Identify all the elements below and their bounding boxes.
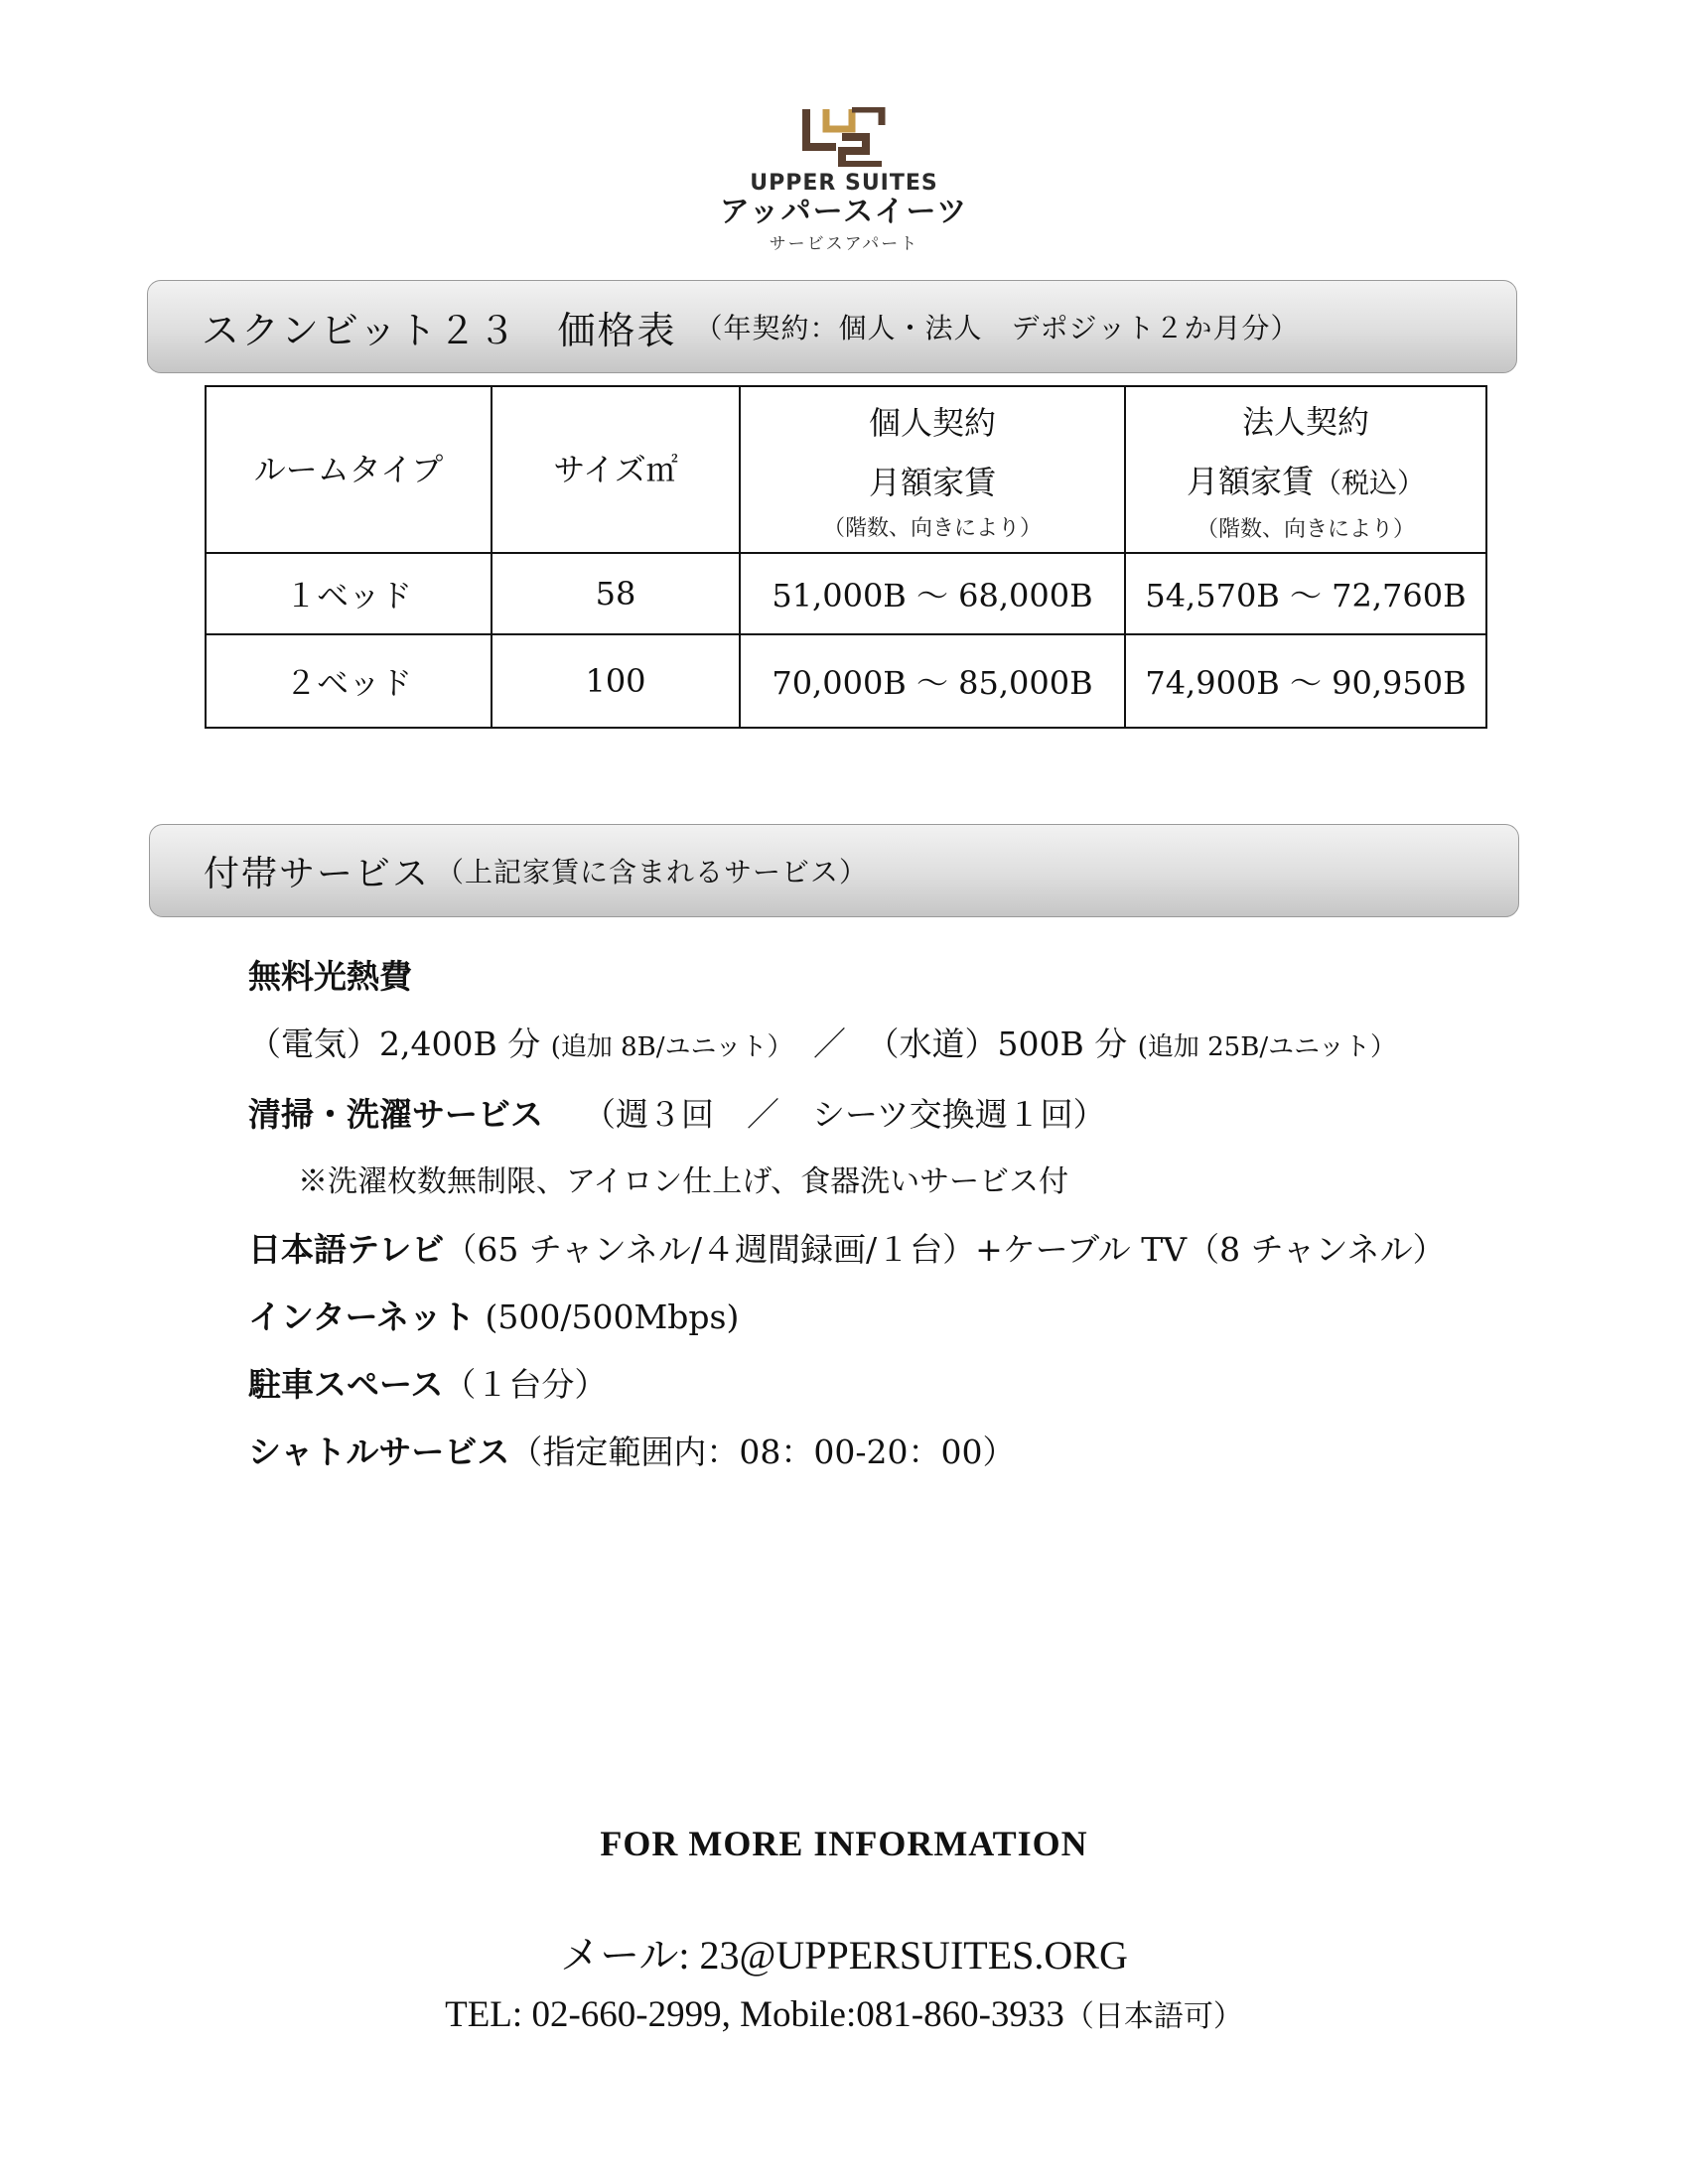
shuttle-title: シャトルサービス	[248, 1433, 510, 1471]
header-individual	[740, 386, 1125, 553]
table-row	[206, 553, 1486, 634]
parking-detail: （１台分）	[443, 1365, 608, 1404]
header-corporate-note: （階数、向きにより）	[1196, 517, 1415, 542]
logo-name-jp: アッパースイーツ	[719, 195, 969, 229]
internet-detail: (500/500Mbps)	[485, 1297, 740, 1336]
size-cell: 100	[492, 634, 740, 728]
internet-title: インターネット	[248, 1297, 476, 1336]
header-individual-line2: 月額家賃	[868, 464, 996, 501]
corporate-rent-cell: 54,570B ～ 72,760B	[1125, 553, 1486, 634]
tel-text: TEL: 02-660-2999, Mobile:081-860-3933	[445, 1994, 1064, 2035]
internet-service	[248, 1284, 1539, 1351]
logo-name-en: UPPER SUITES	[750, 171, 938, 196]
upper-suites-logo-icon	[802, 107, 886, 167]
shuttle-service	[248, 1419, 1539, 1486]
services-list	[248, 943, 1539, 1486]
parking-service	[248, 1351, 1539, 1419]
utilities-detail	[248, 1011, 1539, 1081]
water-extra: (追加 25B/ユニット）	[1137, 1032, 1397, 1062]
tel-note: （日本語可）	[1063, 1999, 1243, 2034]
header-corporate-line1: 法人契約	[1241, 403, 1369, 441]
brand-logo	[0, 107, 1688, 254]
footer-tel	[0, 1991, 1688, 2036]
cleaning-title: 清掃・洗濯サービス	[248, 1095, 543, 1134]
cleaning-note: ※洗濯枚数無制限、アイロン仕上げ、食器洗いサービス付	[298, 1164, 1069, 1199]
price-section-header	[147, 280, 1517, 373]
mail-link[interactable]: 23@UPPERSUITES.ORG	[689, 1933, 1128, 1978]
price-table	[205, 385, 1487, 729]
header-individual-note: （階数、向きにより）	[822, 516, 1042, 541]
header-corporate-line2: 月額家賃（税込）	[1186, 463, 1426, 500]
price-section-title: スクンビット２３ 価格表	[202, 308, 677, 352]
footer-mail	[0, 1924, 1688, 1980]
utilities-separator: ／	[813, 1024, 846, 1063]
header-size: サイズ㎡	[492, 386, 740, 553]
utilities-title: 無料光熱費	[248, 957, 412, 996]
header-room-type: ルームタイプ	[206, 386, 492, 553]
tv-detail: （65 チャンネル/４週間録画/１台）+ケーブル TV（8 チャンネル）	[444, 1230, 1446, 1269]
services-section-title: 付帯サービス	[204, 853, 431, 894]
parking-title: 駐車スペース	[248, 1365, 444, 1404]
corporate-rent-cell: 74,900B ～ 90,950B	[1125, 634, 1486, 728]
cleaning-service	[248, 1081, 1539, 1149]
footer-title: FOR MORE INFORMATION	[600, 1824, 1088, 1863]
individual-rent-cell: 70,000B ～ 85,000B	[740, 634, 1125, 728]
electric-extra: (追加 8B/ユニット）	[550, 1032, 793, 1062]
services-section-subtitle: （上記家賃に含まれるサービス）	[436, 856, 869, 888]
header-corporate	[1125, 386, 1486, 553]
tv-service	[248, 1216, 1539, 1284]
room-type-cell: ２ベッド	[206, 634, 492, 728]
mail-label: メール:	[560, 1933, 690, 1978]
price-table-header-row	[206, 386, 1486, 553]
cleaning-detail: （週３回 ／ シーツ交換週１回）	[583, 1095, 1106, 1134]
individual-rent-cell: 51,000B ～ 68,000B	[740, 553, 1125, 634]
header-corporate-tax: （税込）	[1314, 467, 1426, 499]
price-section-subtitle: （年契約：個人・法人 デポジット２か月分）	[694, 312, 1300, 344]
services-section-header	[149, 824, 1519, 917]
shuttle-detail: （指定範囲内：08：00-20：00）	[509, 1433, 1016, 1471]
logo-tagline: サービスアパート	[769, 234, 919, 254]
room-type-cell: １ベッド	[206, 553, 492, 634]
tv-title: 日本語テレビ	[248, 1230, 445, 1269]
electric-main: （電気）2,400B 分	[248, 1024, 541, 1063]
water-main: （水道）500B 分	[866, 1024, 1128, 1063]
size-cell: 58	[492, 553, 740, 634]
header-individual-line1: 個人契約	[868, 404, 996, 442]
table-row	[206, 634, 1486, 728]
